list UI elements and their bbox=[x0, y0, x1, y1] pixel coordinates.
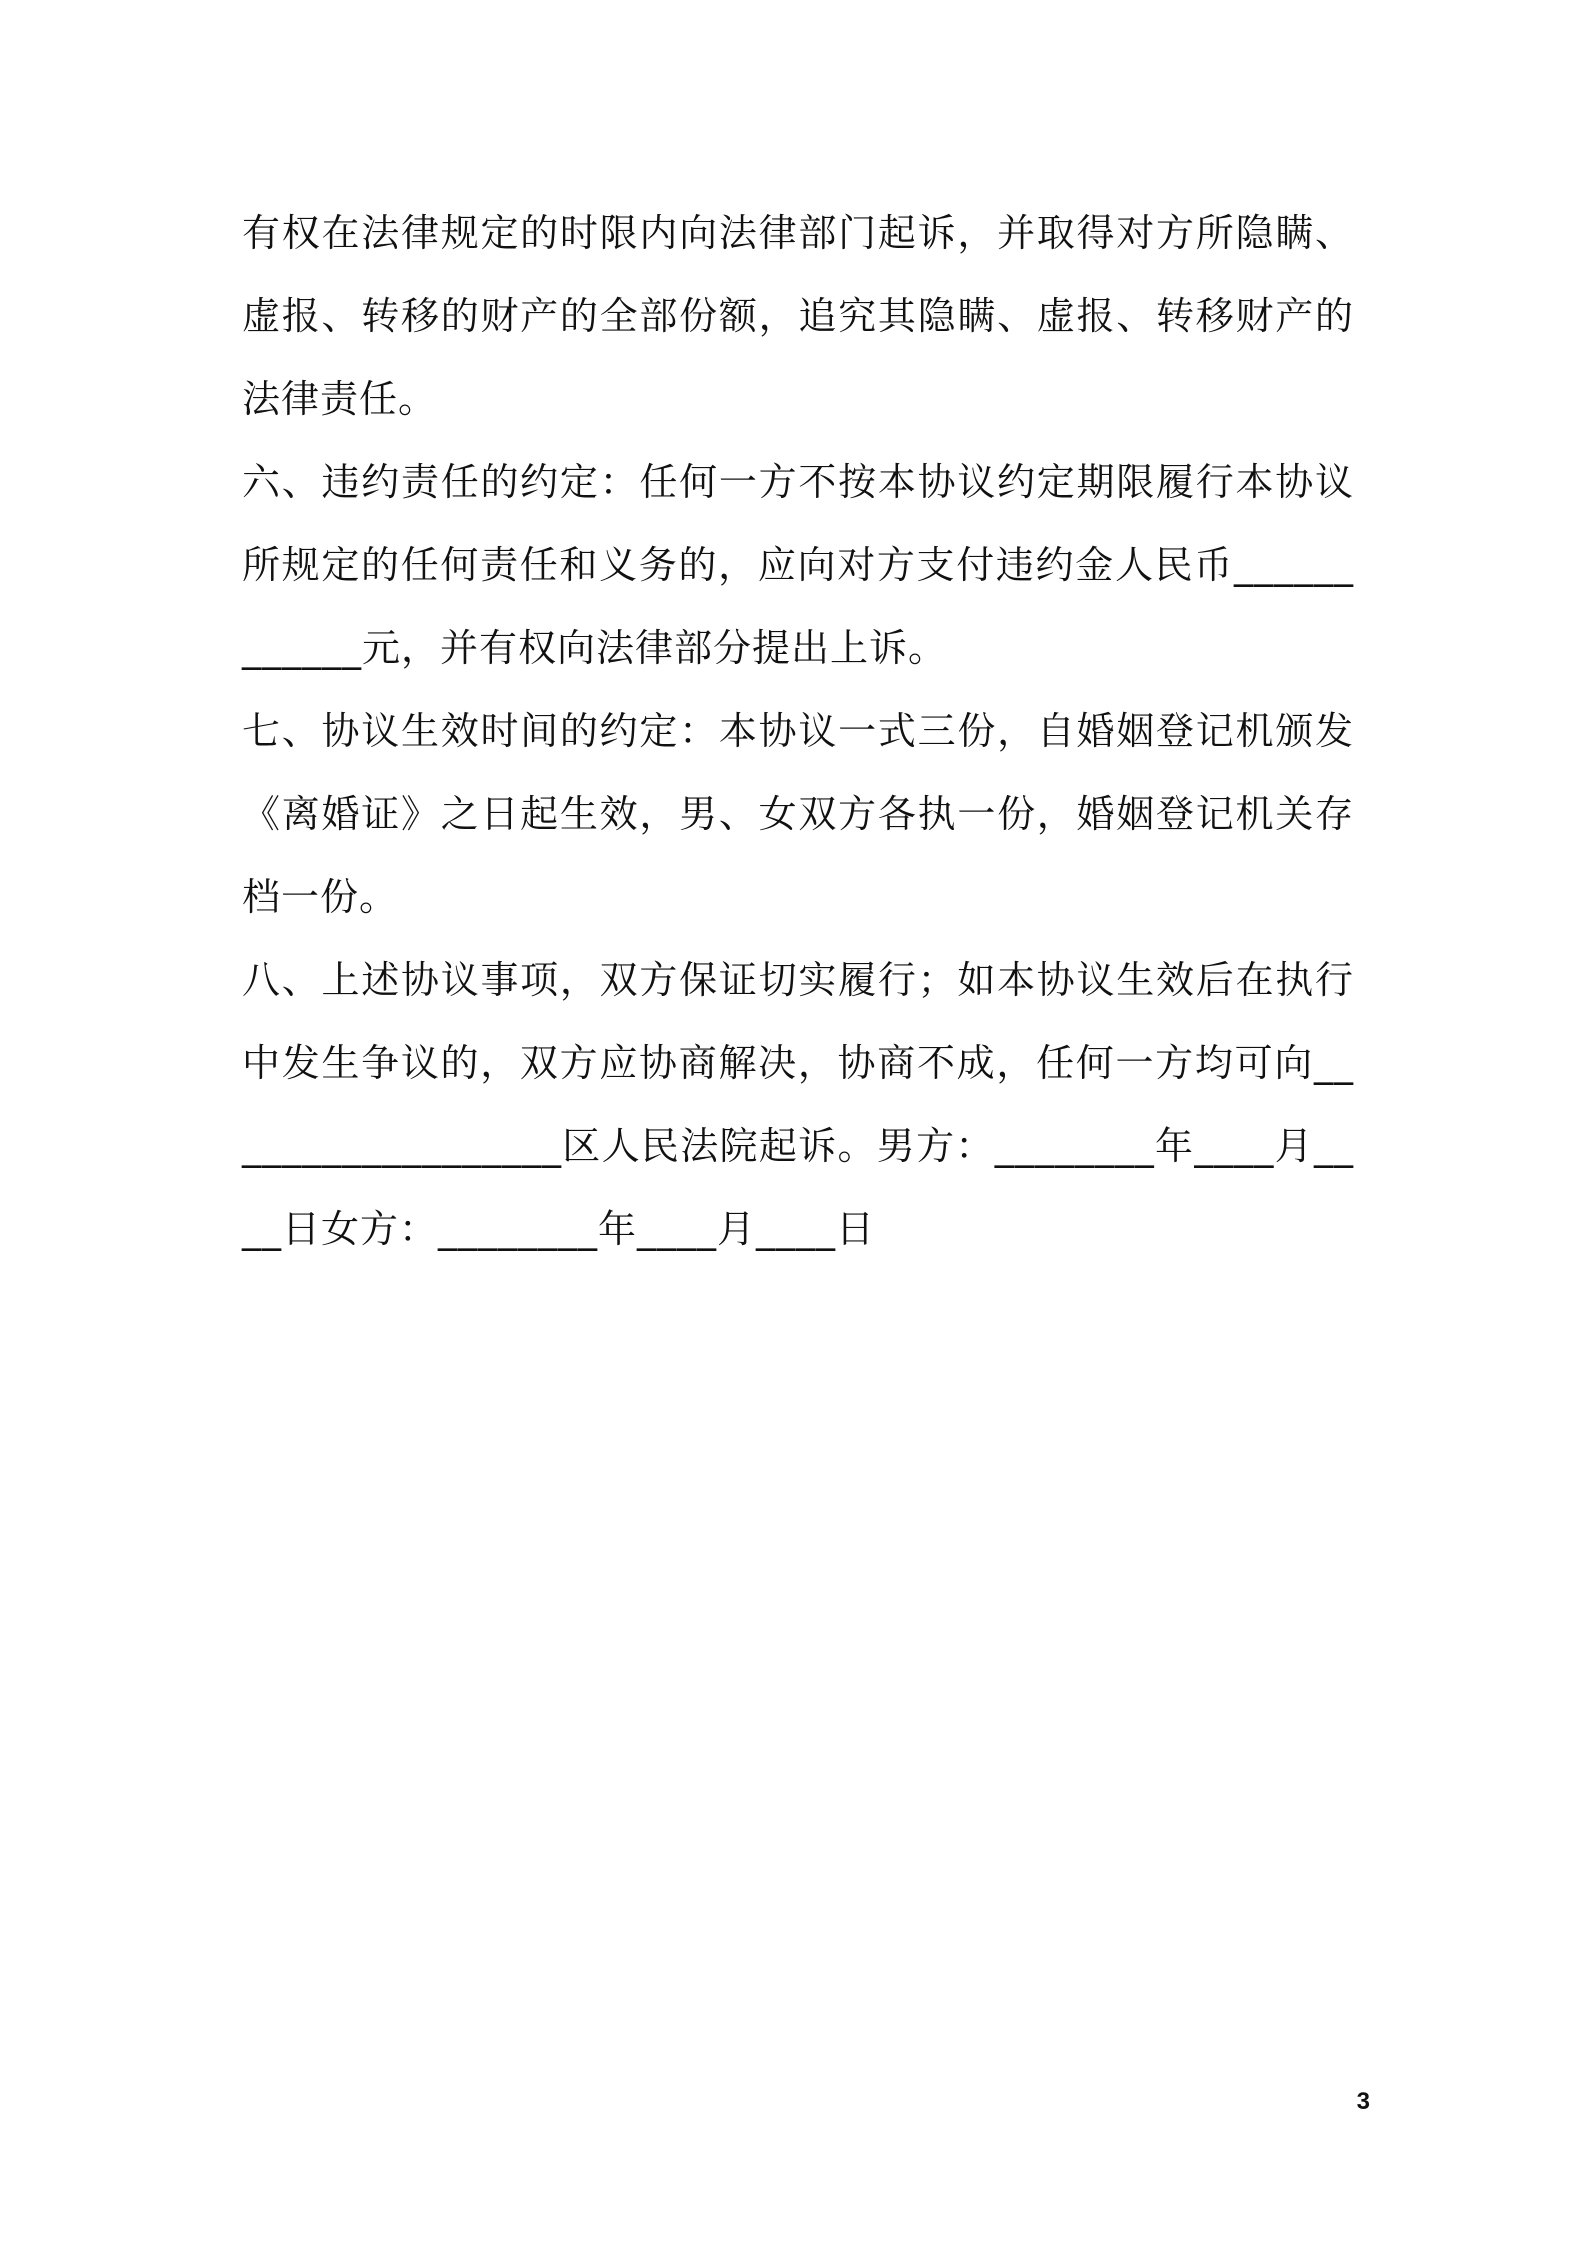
paragraph-clause-7: 七、协议生效时间的约定：本协议一式三份，自婚姻登记机颁发《离婚证》之日起生效，男、女双方各执一份，婚姻登记机关存档一份。 bbox=[242, 709, 1354, 919]
paragraph-clause-6: 六、违约责任的约定：任何一方不按本协议约定期限履行本协议所规定的任何责任和义务的，应向对方支付违约金人民币____________元，并有权向法律部分提出上诉。 bbox=[242, 460, 1354, 670]
page-number: 3 bbox=[1356, 2088, 1370, 2115]
paragraph-clause-8: 八、上述协议事项，双方保证切实履行；如本协议生效后在执行中发生争议的，双方应协商解决，协商不成，任何一方均可向__________________区人民法院起诉。男方：________年____月____日女方：________年____月____日 bbox=[242, 958, 1354, 1251]
document-body bbox=[242, 192, 1354, 1271]
paragraph-continuation: 有权在法律规定的时限内向法律部门起诉，并取得对方所隐瞒、虚报、转移的财产的全部份额，追究其隐瞒、虚报、转移财产的法律责任。 bbox=[242, 211, 1354, 421]
